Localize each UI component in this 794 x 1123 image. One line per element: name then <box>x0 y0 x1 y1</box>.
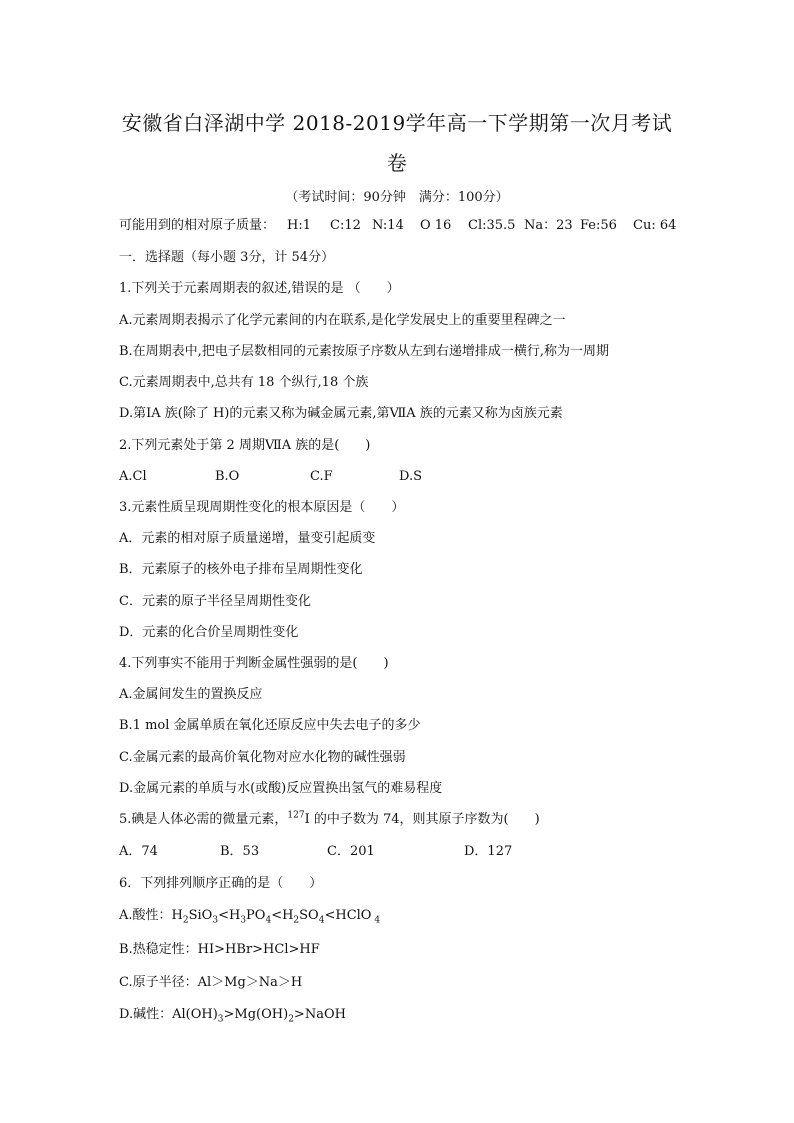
atomic-mass-o: O 16 <box>420 218 452 233</box>
atomic-mass-cu: Cu: 64 <box>633 218 677 233</box>
question-3-stem: 3.元素性质呈现周期性变化的根本原因是（ ） <box>119 500 405 515</box>
exam-title-continued: 卷 <box>386 151 408 175</box>
option-a-label: A.酸性： <box>119 908 172 923</box>
question-4-stem: 4.下列事实不能用于判断金属性强弱的是( ) <box>119 656 389 671</box>
atomic-mass-na: Na：23 <box>524 218 573 233</box>
atomic-mass-n: N:14 <box>372 218 404 233</box>
question-1-option-a: A.元素周期表揭示了化学元素间的内在联系,是化学发展史上的重要里程碑之一 <box>119 313 566 328</box>
question-4-option-c: C.金属元素的最高价氧化物对应水化物的碱性强弱 <box>119 750 406 765</box>
atomic-mass-cl: Cl:35.5 <box>468 218 516 233</box>
question-3-option-b: B．元素原子的核外电子排布呈周期性变化 <box>119 562 363 577</box>
atomic-mass-label: 可能用到的相对原子质量： <box>119 218 276 233</box>
question-6-stem: 6．下列排列顺序正确的是（ ） <box>119 876 323 891</box>
question-5-stem-post: I 的中子数为 74，则其原子序数为( ) <box>304 812 540 827</box>
question-2-option-c: C.F <box>310 469 333 484</box>
question-5-option-c: C．201 <box>327 844 375 859</box>
question-5-option-b: B．53 <box>220 844 260 859</box>
question-6-option-a: A.酸性：$H_2SiO_3<H_3PO_4<H_2SO_4<HClO$ $_4$ <box>119 908 381 926</box>
question-5-stem <box>119 811 540 829</box>
question-4-option-b: B.1 mol 金属单质在氧化还原反应中失去电子的多少 <box>119 718 421 733</box>
question-2-stem: 2.下列元素处于第 2 周期ⅦA 族的是( ) <box>119 438 371 453</box>
question-2-option-d: D.S <box>399 469 422 484</box>
question-6-option-d: D.碱性：$Al(OH)_3>Mg(OH)_2>NaOH$ <box>119 1007 346 1025</box>
question-5-option-a: A．74 <box>119 844 158 859</box>
mass-number-superscript: 127 <box>287 810 305 821</box>
question-4-option-d: D.金属元素的单质与水(或酸)反应置换出氢气的难易程度 <box>119 781 443 796</box>
question-6-option-b: B.热稳定性：HI>HBr>HCl>HF <box>119 942 320 957</box>
question-4-option-a: A.金属间发生的置换反应 <box>119 687 263 702</box>
question-1-option-b: B.在周期表中,把电子层数相同的元素按原子序数从左到右递增排成一横行,称为一周期 <box>119 344 609 359</box>
question-3-option-a: A．元素的相对原子质量递增，量变引起质变 <box>119 531 376 546</box>
question-1-option-d: D.第ⅠA 族(除了 H)的元素又称为碱金属元素,第ⅦA 族的元素又称为卤族元素 <box>119 406 563 421</box>
question-2-option-a: A.Cl <box>119 469 147 484</box>
question-6-option-c: C.原子半径：Al＞Mg＞Na＞H <box>119 975 303 990</box>
question-1-option-c: C.元素周期表中,总共有 18 个纵行,18 个族 <box>119 375 369 390</box>
question-5-stem-pre: 5.碘是人体必需的微量元素， <box>119 812 288 827</box>
atomic-mass-c: C:12 <box>330 218 361 233</box>
atomic-mass-fe: Fe:56 <box>580 218 617 233</box>
question-3-option-c: C．元素的原子半径呈周期性变化 <box>119 594 311 609</box>
exam-title: 安徽省白泽湖中学 2018-2019学年高一下学期第一次月考试 <box>121 111 673 135</box>
question-5-option-d: D．127 <box>464 844 513 859</box>
option-d-label: D.碱性： <box>119 1007 173 1022</box>
exam-subtitle: （考试时间：90分钟 满分：100分） <box>285 190 509 205</box>
question-2-option-b: B.O <box>215 469 240 484</box>
section-header: 一．选择题（每小题 3分，计 54分） <box>119 250 335 265</box>
atomic-mass-h: H:1 <box>287 218 311 233</box>
question-3-option-d: D．元素的化合价呈周期性变化 <box>119 625 299 640</box>
question-1-stem: 1.下列关于元素周期表的叙述,错误的是 （ ） <box>119 281 400 296</box>
